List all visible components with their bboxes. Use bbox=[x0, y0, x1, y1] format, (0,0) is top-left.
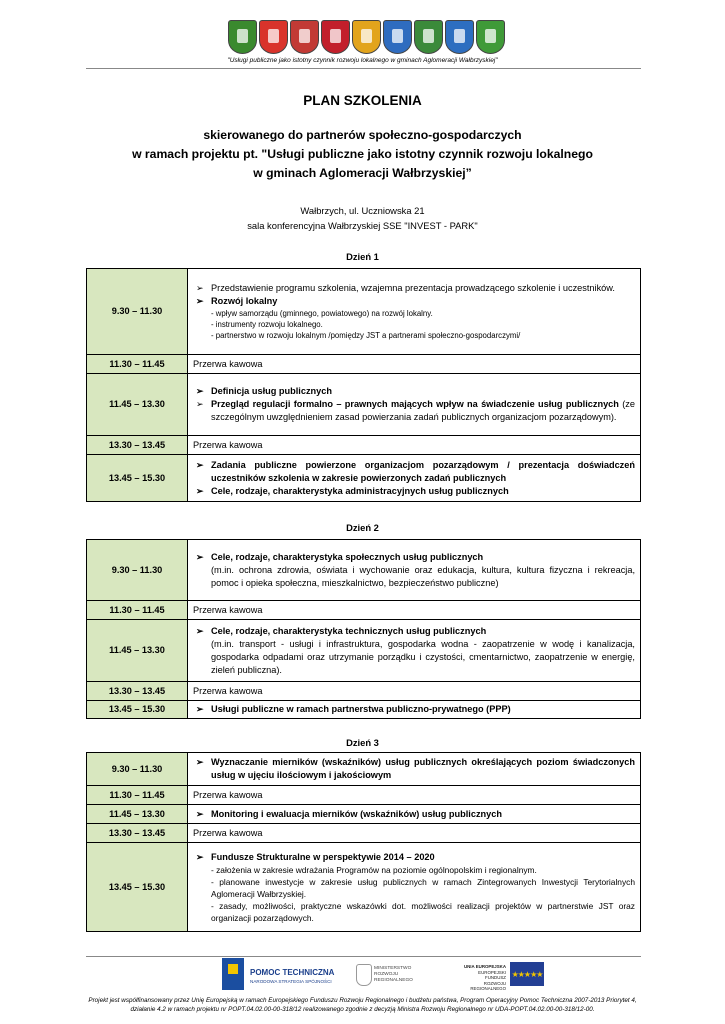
table-row bbox=[87, 455, 641, 502]
break-label: Przerwa kawowa bbox=[188, 601, 641, 620]
sub-item: - instrumenty rozwoju lokalnego. bbox=[211, 320, 323, 329]
table-row bbox=[87, 805, 641, 824]
table-row bbox=[87, 601, 641, 620]
day-2-schedule bbox=[86, 539, 641, 719]
session-time: 11.45 – 13.30 bbox=[87, 374, 188, 436]
ministry-logo bbox=[356, 960, 436, 992]
day-3-schedule bbox=[86, 752, 641, 932]
session-content bbox=[188, 269, 641, 355]
break-label: Przerwa kawowa bbox=[188, 682, 641, 701]
bullet-bold-text: Przegląd regulacji formalno – prawnych mających wpływ na świadczenie usług publicznych bbox=[211, 399, 619, 409]
table-row bbox=[87, 620, 641, 682]
session-content bbox=[188, 374, 641, 436]
break-label: Przerwa kawowa bbox=[188, 355, 641, 374]
footer-divider bbox=[86, 956, 641, 957]
bullet-item: ➢ Usługi publiczne w ramach partnerstwa publiczno-prywatnego (PPP) bbox=[193, 703, 635, 716]
session-time: 9.30 – 11.30 bbox=[87, 540, 188, 601]
table-row bbox=[87, 436, 641, 455]
table-row bbox=[87, 355, 641, 374]
session-content bbox=[188, 843, 641, 932]
ministry-line: REGIONALNEGO bbox=[374, 978, 413, 983]
bullet-item: ➢ Wyznaczanie mierników (wskaźników) usług publicznych określających poziom świadczonych usług w ujęciu ilościowym i jakościowym bbox=[193, 756, 635, 782]
crest-icon bbox=[445, 20, 474, 54]
session-time: 11.30 – 11.45 bbox=[87, 355, 188, 374]
session-content bbox=[188, 701, 641, 719]
bullet-item: ➢ Cele, rodzaje, charakterystyka technicznych usług publicznych bbox=[193, 625, 635, 638]
break-label: Przerwa kawowa bbox=[188, 786, 641, 805]
day-1-label: Dzień 1 bbox=[346, 251, 379, 262]
session-content bbox=[188, 753, 641, 786]
table-row bbox=[87, 786, 641, 805]
day-1-schedule bbox=[86, 268, 641, 502]
page-title: PLAN SZKOLENIA bbox=[303, 93, 422, 108]
footer-line: działanie 4.2 w ramach projektu nr POPT.04.02.00-00-318/12 realizowanego zgodnie z decyzją Ministra Rozwoju Regionalnego nr UDA-POPT.04.02.00-00-318/12-00. bbox=[130, 1006, 595, 1013]
session-content bbox=[188, 620, 641, 682]
sub-item: - planowane inwestycje w zakresie usług publicznych w ramach Zintegrowanych Inwestycji Terytorialnych Aglomeracji Wałbrzyskiej. bbox=[211, 876, 635, 899]
ministry-line: ROZWOJU bbox=[374, 972, 399, 977]
crest-icon bbox=[476, 20, 505, 54]
session-time: 9.30 – 11.30 bbox=[87, 753, 188, 786]
session-time: 11.30 – 11.45 bbox=[87, 601, 188, 620]
table-row bbox=[87, 753, 641, 786]
location bbox=[0, 203, 725, 233]
session-time: 13.30 – 13.45 bbox=[87, 682, 188, 701]
crest-icon bbox=[414, 20, 443, 54]
pomoc-techniczna-logo bbox=[222, 958, 352, 992]
crest-icon bbox=[321, 20, 350, 54]
pt-logo-subtitle: NARODOWA STRATEGIA SPÓJNOŚCI bbox=[250, 979, 332, 984]
session-time: 13.45 – 15.30 bbox=[87, 455, 188, 502]
eu-logo bbox=[458, 962, 548, 992]
crest-icon bbox=[352, 20, 381, 54]
session-time: 9.30 – 11.30 bbox=[87, 269, 188, 355]
sub-item: - wpływ samorządu (gminnego, powiatowego) na rozwój lokalny. bbox=[211, 309, 433, 318]
session-time: 11.45 – 13.30 bbox=[87, 620, 188, 682]
session-time: 13.30 – 13.45 bbox=[87, 436, 188, 455]
crest-icon bbox=[383, 20, 412, 54]
session-content bbox=[188, 455, 641, 502]
session-content bbox=[188, 805, 641, 824]
eagle-emblem-icon bbox=[356, 964, 372, 986]
table-row bbox=[87, 540, 641, 601]
eu-line: UNIA EUROPEJSKA bbox=[463, 964, 506, 969]
break-label: Przerwa kawowa bbox=[188, 436, 641, 455]
table-row bbox=[87, 269, 641, 355]
bullet-text: (ze szczególnym uwzględnieniem zasad powierzania zadań publicznych organizacjom pozarządowym). bbox=[211, 399, 636, 422]
page-subtitle bbox=[0, 126, 725, 183]
bullet-item: ➢ Cele, rodzaje, charakterystyka administracyjnych usług publicznych bbox=[193, 485, 635, 498]
eu-line: EUROPEJSKI FUNDUSZ bbox=[478, 969, 506, 980]
break-label: Przerwa kawowa bbox=[188, 824, 641, 843]
location-room: sala konferencyjna Wałbrzyskiej SSE "INVEST - PARK" bbox=[247, 220, 478, 231]
session-time: 11.30 – 11.45 bbox=[87, 786, 188, 805]
bullet-item: ➢ Przedstawienie programu szkolenia, wzajemna prezentacja prowadzącego szkolenie i uczestników. bbox=[193, 282, 635, 295]
bullet-item: ➢ Fundusze Strukturalne w perspektywie 2014 – 2020 bbox=[193, 851, 635, 864]
crest-icon bbox=[290, 20, 319, 54]
table-row bbox=[87, 824, 641, 843]
table-row bbox=[87, 374, 641, 436]
session-time: 11.45 – 13.30 bbox=[87, 805, 188, 824]
session-content bbox=[188, 540, 641, 601]
pt-logo-icon bbox=[222, 958, 244, 990]
municipal-crests bbox=[228, 20, 510, 54]
ministry-line: MINISTERSTWO bbox=[374, 966, 412, 971]
sub-item: - zasady, możliwości, praktyczne wskazówki dot. możliwości realizacji projektów w partnerstwie JST oraz organizacji pozarządowych. bbox=[211, 900, 635, 923]
session-time: 13.45 – 15.30 bbox=[87, 701, 188, 719]
subtitle-line: w ramach projektu pt. "Usługi publiczne jako istotny czynnik rozwoju lokalnego bbox=[132, 147, 593, 161]
bullet-item: ➢ Zadania publiczne powierzone organizacjom pozarządowym / prezentacja doświadczeń uczestników szkolenia w zakresie powierzonych zadań publicznych bbox=[193, 459, 635, 485]
eu-flag-icon: ★★★★★ bbox=[510, 962, 544, 986]
bullet-item bbox=[193, 398, 635, 424]
ministry-logo-text bbox=[374, 966, 413, 984]
pt-logo-star-icon bbox=[228, 964, 238, 974]
table-row bbox=[87, 682, 641, 701]
bullet-item: ➢ Cele, rodzaje, charakterystyka społecznych usług publicznych bbox=[193, 551, 635, 564]
table-row bbox=[87, 843, 641, 932]
header-tagline: "Usługi publiczne jako istotny czynnik rozwoju lokalnego w gminach Aglomeracji Wałbrzyskiej" bbox=[227, 57, 498, 64]
bullet-description: (m.in. transport - usługi i infrastruktura, gospodarka wodna - zaopatrzenie w wodę i kanalizacja, gospodarka odpadami oraz utrzymanie porządku i czystości, cmentarnictwo, zaopatrzenie w energię, zieleń publiczna). bbox=[211, 638, 635, 675]
bullet-description: (m.in. ochrona zdrowia, oświata i wychowanie oraz edukacja, kultura, kultura fizyczna i rekreacja, pomoc i opieka społeczna, mieszkalnictwo, bezpieczeństwo publiczne) bbox=[211, 564, 635, 588]
bullet-item: ➢ Rozwój lokalny bbox=[193, 295, 635, 308]
subtitle-line: w gminach Aglomeracji Wałbrzyskiej” bbox=[253, 166, 472, 180]
session-time: 13.30 – 13.45 bbox=[87, 824, 188, 843]
pt-logo-title: POMOC TECHNICZNA bbox=[250, 968, 335, 977]
day-3-label: Dzień 3 bbox=[346, 737, 379, 748]
sponsor-logos bbox=[86, 958, 641, 994]
footer-line: Projekt jest współfinansowany przez Unię Europejską w ramach Europejskiego Funduszu Rozwoju Regionalnego i budżetu państwa, Program Operacyjny Pomoc Techniczna 2007-2013 Priorytet 4, bbox=[88, 997, 637, 1004]
bullet-item: ➢ Definicja usług publicznych bbox=[193, 385, 635, 398]
bullet-item: ➢ Monitoring i ewaluacja mierników (wskaźników) usług publicznych bbox=[193, 808, 635, 821]
footer-note bbox=[70, 996, 655, 1014]
session-time: 13.45 – 15.30 bbox=[87, 843, 188, 932]
sub-item: - założenia w zakresie wdrażania Programów na poziomie ogólnopolskim i regionalnym. bbox=[211, 864, 537, 875]
subtitle-line: skierowanego do partnerów społeczno-gospodarczych bbox=[203, 128, 522, 142]
location-address: Wałbrzych, ul. Uczniowska 21 bbox=[300, 205, 425, 216]
eu-logo-text bbox=[458, 964, 506, 992]
sub-item: - partnerstwo w rozwoju lokalnym /pomiędzy JST a partnerami społeczno-gospodarczymi/ bbox=[211, 331, 521, 340]
crest-icon bbox=[228, 20, 257, 54]
eu-line: ROZWOJU REGIONALNEGO bbox=[470, 980, 506, 991]
header-divider bbox=[86, 68, 641, 69]
day-2-label: Dzień 2 bbox=[346, 522, 379, 533]
crest-icon bbox=[259, 20, 288, 54]
table-row bbox=[87, 701, 641, 719]
